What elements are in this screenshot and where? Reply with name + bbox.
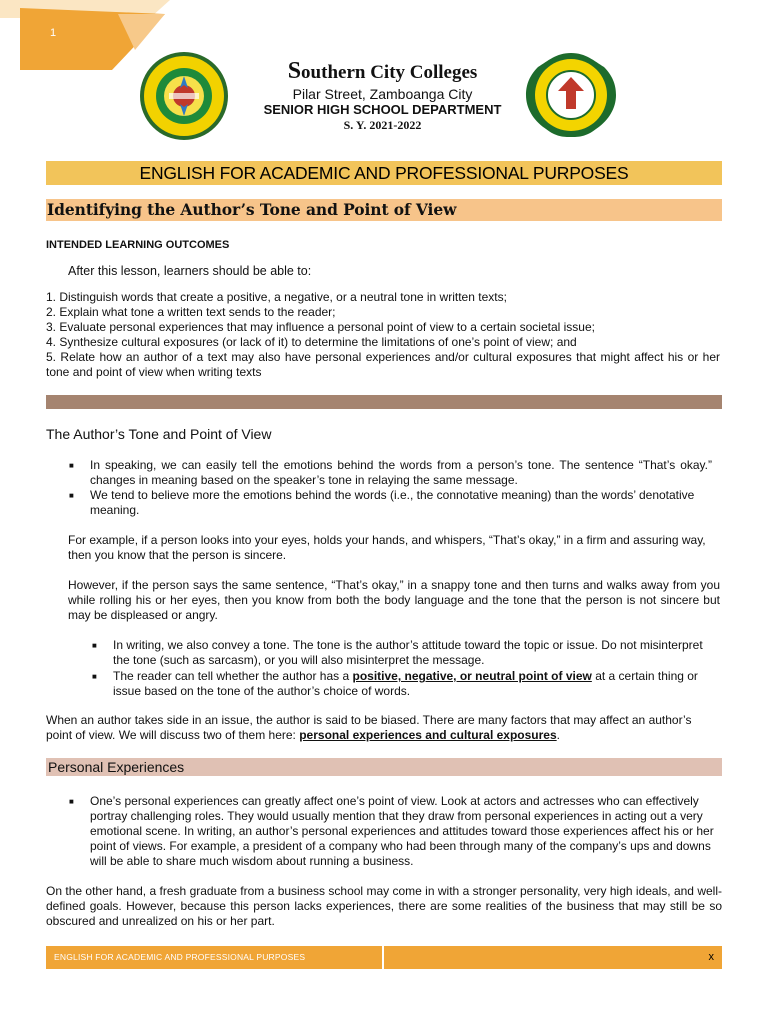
page-number: 1 xyxy=(50,27,57,39)
bullet-item xyxy=(92,638,715,668)
outcome-item: 4. Synthesize cultural exposures (or lack of it) to determine the limitations of one’s point of view; and xyxy=(46,335,577,349)
bullet-text: In writing, we also convey a tone. The tone is the author’s attitude toward the topic or issue. Do not misinterpret the tone (such as sarcasm), or you will also misinterpret the message. xyxy=(113,638,703,667)
footer-course: ENGLISH FOR ACADEMIC AND PROFESSIONAL PURPOSES xyxy=(54,952,306,962)
bullet-item xyxy=(69,488,712,518)
paragraph xyxy=(46,713,720,743)
course-title: ENGLISH FOR ACADEMIC AND PROFESSIONAL PURPOSES xyxy=(139,163,629,183)
paragraph: However, if the person says the same sentence, “That’s okay,” in a snappy tone and then turns and walks away from you while rolling his or her eyes, then you know from both the body language and the tone that the person is not sincere but may be displeased or angry. xyxy=(68,578,720,622)
school-header xyxy=(245,58,520,133)
bullet-item xyxy=(92,669,715,699)
school-year: S. Y. 2021-2022 xyxy=(343,118,422,132)
paragraph: For example, if a person looks into your eyes, holds your hands, and whispers, “That’s okay,” in a firm and assuring way, then you know that the person is sincere. xyxy=(68,533,706,562)
school-name-rest: outhern City Colleges xyxy=(301,62,478,83)
bullet-square-icon: ■ xyxy=(69,491,74,500)
lesson-title: Identifying the Author’s Tone and Point of View xyxy=(47,200,457,219)
ilo-heading: INTENDED LEARNING OUTCOMES xyxy=(46,239,230,251)
bullet-text-post: at a certain thing or issue based on the tone of the author’s choice of words. xyxy=(113,669,698,698)
section-heading-personal: Personal Experiences xyxy=(48,759,185,775)
school-name-initial: S xyxy=(287,58,302,84)
section-divider xyxy=(46,395,722,409)
outcome-item: 5. Relate how an author of a text may also have personal experiences and/or cultural exposures that might affect his or her tone and point of view when writing texts xyxy=(46,350,720,379)
outcome-item: 2. Explain what tone a written text sends to the reader; xyxy=(46,305,336,319)
school-address: Pilar Street, Zamboanga City xyxy=(292,86,473,102)
bullet-item xyxy=(69,458,712,488)
bullet-text: One’s personal experiences can greatly affect one’s point of view. Look at actors and actresses who can effectively portray challenging roles. They would usually mention that they draw from personal experiences in acting out a very emotional scene. In writing, an author’s personal experiences and attitudes toward those experiences affect his or her point of views. For example, a president of a company who had been through many of the company’s ups and downs will be able to share much wisdom about running a business. xyxy=(90,794,714,868)
bullet-text-pre: The reader can tell whether the author has a xyxy=(113,669,353,683)
bullet-item xyxy=(69,794,720,869)
southern-city-colleges-logo xyxy=(524,51,618,139)
paragraph: On the other hand, a fresh graduate from a business school may come in with a stronger personality, very high ideals, and well-defined goals. However, because this person lacks experiences, there are some realities of the business that may still be so obscured and unrealized on his or her part. xyxy=(46,884,722,928)
lesson-title-banner xyxy=(46,199,722,221)
footer-separator xyxy=(382,946,384,969)
senior-high-school-logo xyxy=(139,50,229,142)
course-title-banner xyxy=(46,161,722,185)
ilo-intro: After this lesson, learners should be able to: xyxy=(68,264,312,278)
bullet-square-icon: ■ xyxy=(69,461,74,470)
bullet-text: We tend to believe more the emotions behind the words (i.e., the connotative meaning) than the words’ denotative meaning. xyxy=(90,488,695,517)
bullet-square-icon: ■ xyxy=(69,797,74,806)
page-footer xyxy=(46,946,722,969)
personal-experiences-banner xyxy=(46,758,722,776)
learning-outcomes-list xyxy=(46,290,720,380)
paragraph-text-post: . xyxy=(556,728,560,742)
bullet-square-icon: ■ xyxy=(92,641,97,650)
section-heading-tone: The Author’s Tone and Point of View xyxy=(46,426,272,442)
footer-page-mark: x xyxy=(708,951,714,963)
outcome-item: 1. Distinguish words that create a positive, a negative, or a neutral tone in written texts; xyxy=(46,290,507,304)
department-name: SENIOR HIGH SCHOOL DEPARTMENT xyxy=(263,102,502,117)
paragraph-text-pre: When an author takes side in an issue, the author is said to be biased. There are many factors that may affect an author’s point of view. We will discuss two of them here: xyxy=(46,713,692,742)
school-name xyxy=(245,58,520,85)
pov-emphasis: positive, negative, or neutral point of view xyxy=(352,669,592,683)
outcome-item: 3. Evaluate personal experiences that may influence a personal point of view to a certain societal issue; xyxy=(46,320,595,334)
bullet-square-icon: ■ xyxy=(92,672,97,681)
factors-emphasis: personal experiences and cultural exposures xyxy=(299,728,557,742)
bullet-text: In speaking, we can easily tell the emotions behind the words from a person’s tone. The sentence “That’s okay.” changes in meaning based on the speaker’s tone in relaying the same message. xyxy=(90,458,712,487)
